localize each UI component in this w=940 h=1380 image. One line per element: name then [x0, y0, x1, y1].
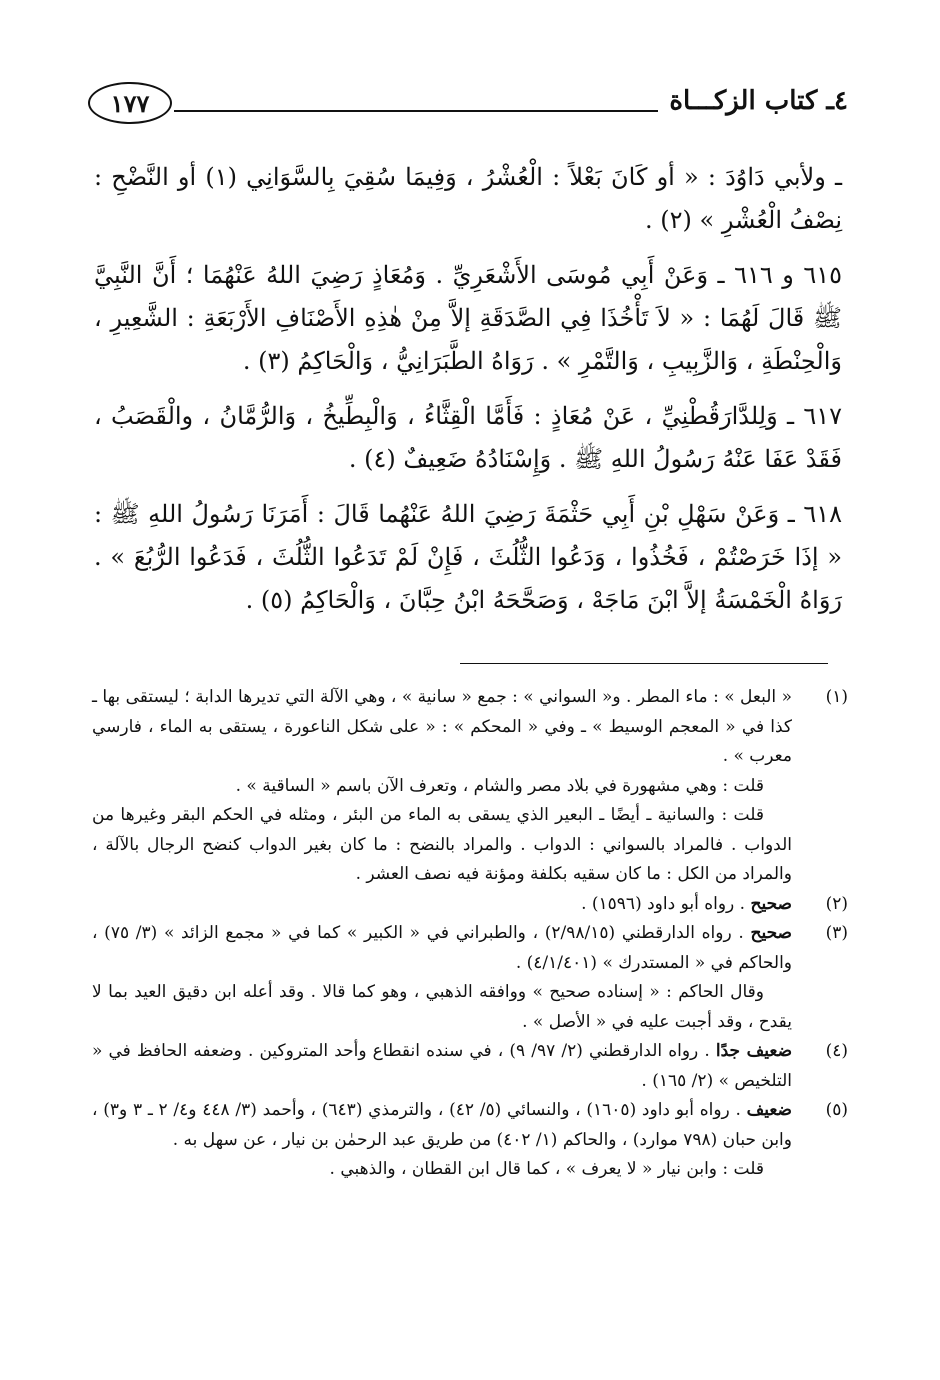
footnote-text: . رواه الدارقطني (٢/ ٩٧/ ٩) ، في سنده انقطاع وأحد المتروكين . وضعفه الحافظ في « التلخيص » (٢/ ١٦٥) . [92, 1041, 792, 1091]
footnote-note: وقال الحاكم : « إسناده صحيح » ووافقه الذهبي ، وهو كما قالا . وقد أعله ابن دقيق العيد بما لا يقدح ، وقد أجبت عليه في « الأصل » . [92, 982, 792, 1032]
main-text [94, 156, 842, 634]
footnote-text: . رواه أبو داود (١٥٩٦) . [581, 893, 751, 914]
footnote-note: قلت : والسانية ـ أيضًا ـ البعير الذي يسقى به الماء من البئر ، ومثله في الحكم البقر وغيرها من الدواب . فالمراد بالسواني : الدواب . والمراد بالنضح : ما كان بغير الدواب كنضح الرجال بالآلة ، والمراد من الكل : ما كان سقيه بكلفة ومؤنة فيه نصف العشر . [92, 805, 792, 884]
hadith-grade: ضعيف [746, 1100, 792, 1120]
footnote-number: (٤) [825, 1041, 848, 1061]
footnote-divider [460, 663, 828, 664]
hadith-grade: صحيح [750, 893, 792, 914]
footnote [92, 1037, 848, 1096]
page-number: ١٧٧ [88, 82, 172, 124]
page-header [88, 82, 848, 130]
hadith-paragraph: ٦١٧ ـ وَلِلدَّارَقُطْنِيِّ ، عَنْ مُعَاذٍ : فَأَمَّا الْقِثَّاءُ ، وَالْبِطِّيخُ ، وَالرُّمَّانُ ، والْقَصَبُ ، فَقَدْ عَفَا عَنْهُ رَسُولُ اللهِ ﷺ . وَإِسْنَادُهُ ضَعِيفٌ (٤) . [94, 402, 842, 473]
hadith-paragraph: ٦١٥ و ٦١٦ ـ وَعَنْ أَبِي مُوسَى الأَشْعَرِيِّ . وَمُعَاذٍ رَضِيَ اللهُ عَنْهُمَا ؛ أَنَّ النَّبِيَّ ﷺ قَالَ لَهُمَا : « لاَ تَأْخُذَا فِي الصَّدَقَةِ إلاَّ مِنْ هٰذِهِ الأَصْنَافِ الأَرْبَعَةِ : الشَّعِيرِ ، وَالْحِنْطَةِ ، وَالزَّبِيبِ ، وَالتَّمْرِ » . رَوَاهُ الطَّبَرَانِيُّ ، وَالْحَاكِمُ (٣) . [94, 261, 843, 375]
chapter-title: ٤ـ كتاب الزكـــاة [669, 86, 848, 116]
footnote [92, 919, 848, 978]
footnotes [92, 683, 848, 1185]
footnote-text: « البعل » : ماء المطر . و« السواني » : جمع « سانية » ، وهي الآلة التي تديرها الدابة ؛ ليستقى بها ـ كذا في « المعجم الوسيط » ـ وفي « المحكم » : « على شكل الناعورة ، يستقى به الماء ، فارسي معرب » . [92, 687, 792, 766]
footnote [92, 1096, 848, 1155]
hadith-paragraph: ـ ولأبي دَاوُدَ : « أو كَانَ بَعْلاً : الْعُشْرُ ، وَفِيمَا سُقِيَ بِالسَّوَانِي (١) أو النَّضْحِ : نِصْفُ الْعُشْرِ » (٢) . [94, 163, 843, 234]
footnote-note: قلت : وابن نيار « لا يعرف » ، كما قال ابن القطان ، والذهبي . [329, 1159, 764, 1179]
footnote [92, 683, 848, 772]
footnote-number: (٥) [825, 1100, 848, 1120]
footnote-text: . رواه الدارقطني (٢/٩٨/١٥) ، والطبراني في « الكبير » كما في « مجمع الزائد » (٣/ ٧٥) ، والحاكم في « المستدرك » (٤/١/٤٠١) . [92, 923, 792, 973]
footnote-number: (٣) [825, 923, 848, 943]
hadith-paragraph: ٦١٨ ـ وَعَنْ سَهْلِ بْنِ أَبِي حَثْمَةَ رَضِيَ اللهُ عَنْهُما قَالَ : أَمَرَنَا رَسُولُ اللهِ ﷺ : « إذَا خَرَصْتُمْ ، فَخُذُوا ، وَدَعُوا الثُّلُثَ ، فَإِنْ لَمْ تَدَعُوا الثُّلُثَ ، فَدَعُوا الرُّبُعَ » . رَوَاهُ الْخَمْسَةُ إلاَّ ابْنَ مَاجَهْ ، وَصَحَّحَهُ ابْنُ حِبَّانَ ، وَالْحَاكِمُ (٥) . [94, 500, 842, 614]
footnote-note: قلت : وهي مشهورة في بلاد مصر والشام ، وتعرف الآن باسم « الساقية » . [235, 775, 764, 796]
hadith-grade: ضعيف جدًا [715, 1041, 793, 1061]
footnote-text: . رواه أبو داود (١٦٠٥) ، والنسائي (٥/ ٤٢) ، والترمذي (٦٤٣) ، وأحمد (٣/ ٤٤٨ و٤/ ٢ ـ ٣ و٣) ، وابن حبان (٧٩٨ موارد) ، والحاكم (١/ ٤٠٢) من طريق عبد الرحمٰن بن نيار ، عن سهل به . [92, 1100, 792, 1150]
footnote-number: (١) [825, 687, 848, 707]
hadith-grade: صحيح [750, 923, 792, 943]
footnote-number: (٢) [825, 893, 848, 914]
header-rule [174, 110, 658, 112]
footnote [92, 890, 848, 920]
